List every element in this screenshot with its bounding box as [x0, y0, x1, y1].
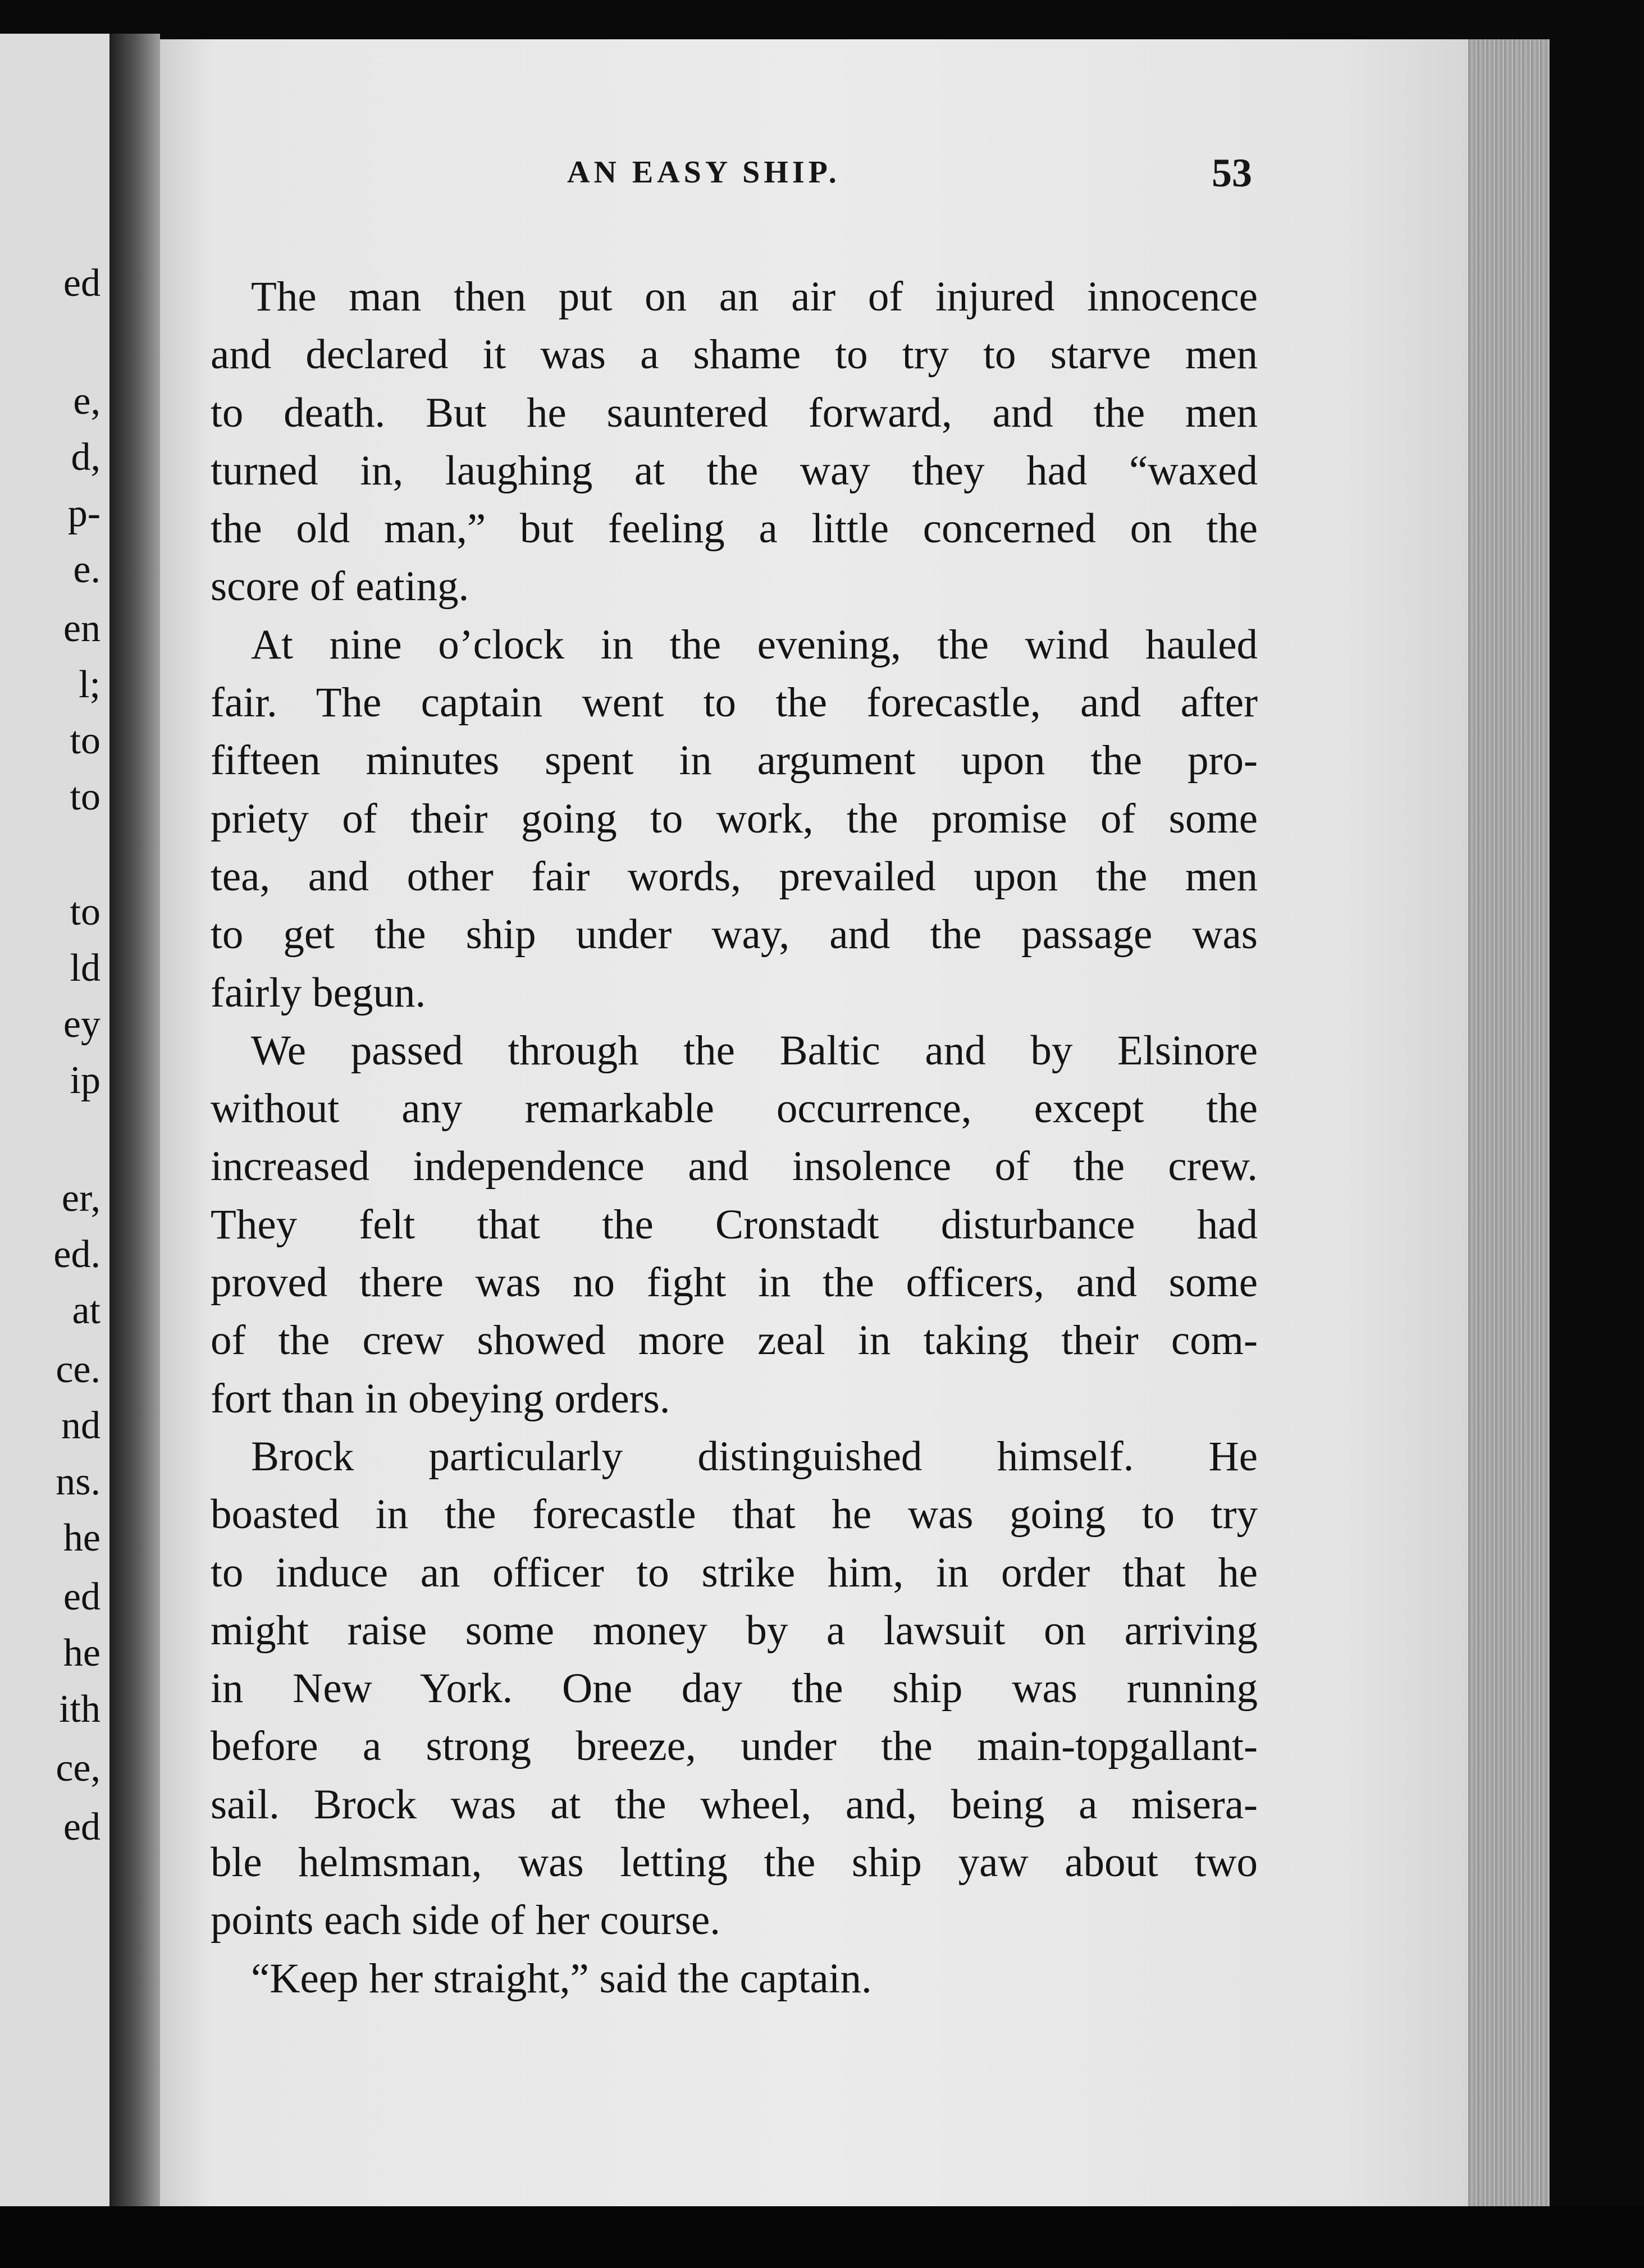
- left-page-fragment: en: [63, 607, 101, 650]
- text-line: turned in, laughing at the way they had “waxed: [211, 447, 1258, 494]
- left-page-fragment: p-: [67, 492, 101, 535]
- left-page-fragment: e.: [73, 548, 101, 591]
- left-page-fragment: ns.: [56, 1460, 101, 1503]
- text-line: ble helmsman, was letting the ship yaw about two: [211, 1839, 1258, 1886]
- paragraph: [211, 1950, 1258, 2008]
- text-line: to get the ship under way, and the passage was: [211, 911, 1258, 958]
- left-page-fragment: to: [70, 890, 101, 934]
- left-page-fragment: ith: [59, 1688, 101, 1731]
- text-line: to death. But he sauntered forward, and the men: [211, 389, 1258, 436]
- text-line: The man then put on an air of injured innocence: [251, 273, 1258, 320]
- text-line: increased independence and insolence of the crew.: [211, 1143, 1258, 1190]
- left-page-fragment: ce,: [56, 1746, 101, 1790]
- running-head-title: AN EASY SHIP.: [567, 155, 841, 190]
- page-number: 53: [1212, 150, 1252, 195]
- text-line: points each side of her course.: [211, 1897, 721, 1944]
- left-page-fragment: ed.: [53, 1233, 101, 1276]
- text-line: to induce an officer to strike him, in order that he: [211, 1549, 1258, 1596]
- text-line: priety of their going to work, the promise of some: [211, 795, 1258, 842]
- text-line: They felt that the Cronstadt disturbance had: [211, 1201, 1258, 1248]
- text-line: fair. The captain went to the forecastle, and after: [211, 679, 1258, 726]
- scan-border: [0, 2206, 1644, 2268]
- left-page-fragment: ce.: [56, 1348, 101, 1391]
- left-page-fragment: e,: [73, 379, 101, 423]
- text-line: and declared it was a shame to try to starve men: [211, 331, 1258, 378]
- left-page-fragment: to: [70, 719, 101, 762]
- paragraph: [211, 268, 1258, 616]
- body-text: [211, 268, 1258, 2008]
- text-line: proved there was no fight in the officers, and some: [211, 1259, 1258, 1306]
- left-page-fragment: l;: [79, 663, 101, 706]
- left-page-fragment: ip: [70, 1059, 101, 1102]
- left-page-fragment: he: [63, 1631, 101, 1675]
- running-head: [160, 150, 1252, 205]
- book-gutter: [109, 34, 160, 2206]
- text-line: sail. Brock was at the wheel, and, being a misera-: [211, 1781, 1258, 1828]
- text-line: boasted in the forecastle that he was going to try: [211, 1491, 1258, 1538]
- text-line: without any remarkable occurrence, except the: [211, 1085, 1258, 1132]
- left-page-fragment: ed: [63, 1575, 101, 1618]
- left-page-fragment: at: [72, 1289, 101, 1332]
- text-line: fifteen minutes spent in argument upon the pro-: [211, 737, 1258, 784]
- text-line: “Keep her straight,” said the captain.: [251, 1955, 872, 2002]
- left-page-fragment: to: [70, 775, 101, 819]
- text-line: fort than in obeying orders.: [211, 1375, 670, 1422]
- left-page-fragment: nd: [61, 1404, 101, 1447]
- left-page-fragment: ey: [63, 1003, 101, 1046]
- paragraph: [211, 616, 1258, 1022]
- text-line: in New York. One day the ship was running: [211, 1665, 1258, 1712]
- text-line: the old man,” but feeling a little concerned on the: [211, 505, 1258, 552]
- paragraph: [211, 1428, 1258, 1950]
- text-line: before a strong breeze, under the main-topgallant-: [211, 1723, 1258, 1770]
- text-line: of the crew showed more zeal in taking their com-: [211, 1317, 1258, 1364]
- text-line: might raise some money by a lawsuit on arriving: [211, 1607, 1258, 1654]
- text-line: score of eating.: [211, 563, 469, 610]
- left-page-fragment: ed: [63, 262, 101, 305]
- text-line: tea, and other fair words, prevailed upon the men: [211, 853, 1258, 900]
- paragraph: [211, 1022, 1258, 1428]
- left-page-fragment: ed: [63, 1805, 101, 1849]
- left-page-edge: [0, 34, 109, 2206]
- page-fore-edge: [1468, 39, 1550, 2206]
- text-line: fairly begun.: [211, 969, 426, 1016]
- left-page-fragment: er,: [61, 1177, 101, 1220]
- left-page-fragment: he: [63, 1516, 101, 1560]
- text-line: We passed through the Baltic and by Elsinore: [251, 1027, 1258, 1074]
- left-page-fragment: d,: [71, 436, 101, 479]
- text-line: Brock particularly distinguished himself. He: [251, 1433, 1258, 1480]
- left-page-fragment: ld: [70, 946, 101, 990]
- text-line: At nine o’clock in the evening, the wind hauled: [251, 621, 1258, 668]
